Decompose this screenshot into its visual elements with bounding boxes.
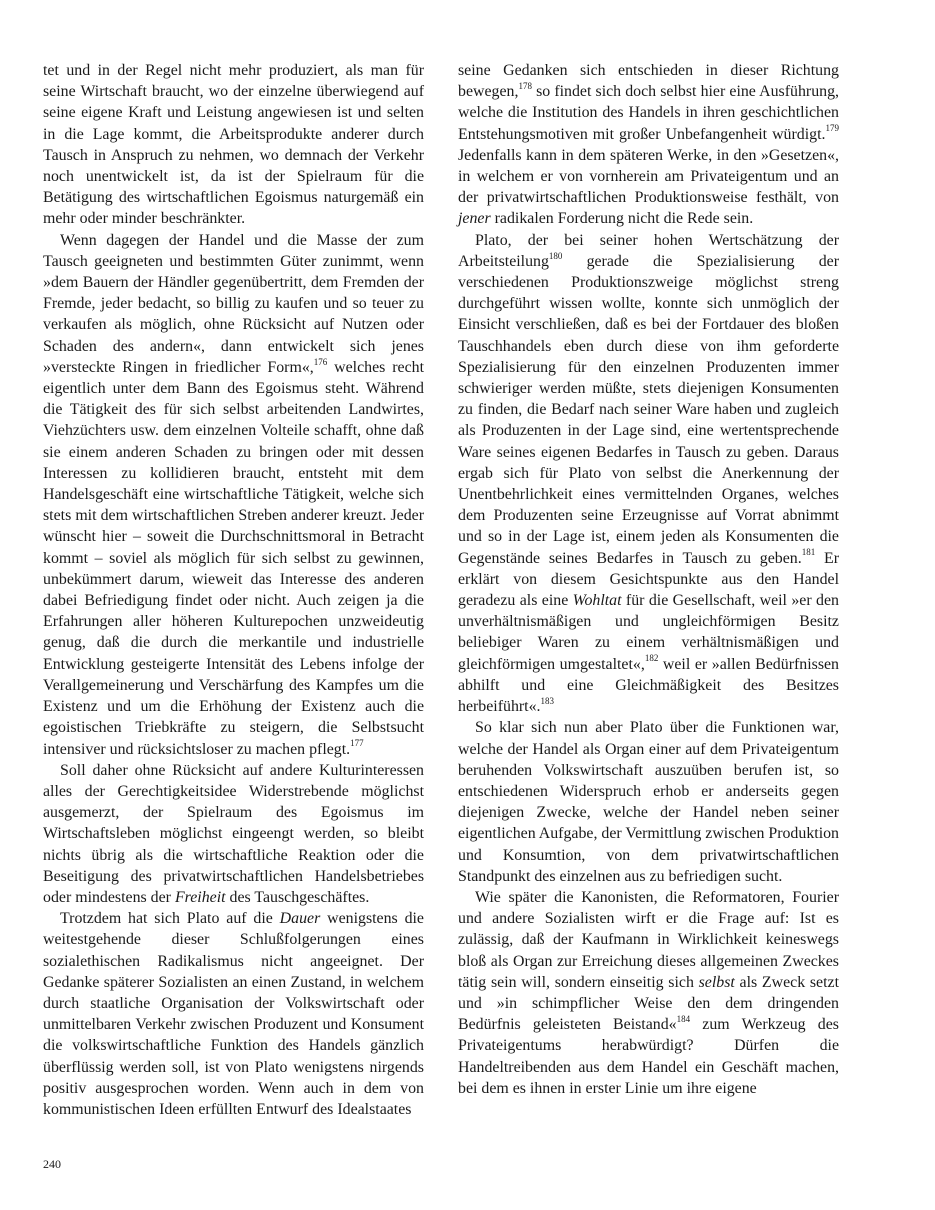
left-column: [43, 60, 424, 1120]
text-run: Wenn dagegen der Handel und die Masse der zum Tausch geeigneten und bestimmten Güter zunimmt, wenn »dem Bauern der Händler gegenübertritt, dem Fremden der Fremde, jeder bedacht, so billig zu kaufen und so teuer zu verkaufen als möglich, ohne Rücksicht auf Nutzen oder Schaden des andern«, dann entwickelt sich jenes »versteckte Ringen in friedlicher Form«,: [43, 231, 424, 376]
page-number: 240: [43, 1157, 61, 1171]
text-run: Er erklärt von diesem Gesichtspunkte aus den Handel geradezu als eine: [458, 549, 839, 610]
text-run: wenigstens die weitestgehende dieser Schlußfolgerungen eines sozialethischen Radikalismus nicht angeeignet. Der Gedanke späterer Sozialisten an einen Zustand, in welchem durch staatliche Organisation der Volkswirtschaft oder unmittelbaren Verkehr zwischen Produzent und Konsument die volkswirtschaftliche Funktion des Handels gänzlich überflüssig werden soll, ist von Plato wenigstens nirgends positiv ausgesprochen worden. Wenn auch in dem von kommunistischen Ideen erfüllten Entwurf des Idealstaates: [43, 910, 424, 1118]
footnote-marker: 180: [548, 250, 563, 261]
text-run: so findet sich doch selbst hier eine Ausführung, welche die Institution des Handels in ihren geschichtlichen Entstehungsmotiven mit großer Unbefangenheit würdigt.: [458, 83, 839, 143]
footnote-marker: 183: [540, 695, 555, 706]
text-run: Wie später die Kanonisten, die Reformatoren, Fourier und andere Sozialisten wirft er die Frage auf: Ist es zulässig, daß der Kaufmann in Wirklichkeit keineswegs bloß als Organ zur Erreichung dieses allgemeinen Zweckes tätig sein will, sondern einseitig sich: [458, 888, 839, 991]
emphasized-text: Dauer: [279, 910, 321, 928]
text-run: tet und in der Regel nicht mehr produziert, als man für seine Wirtschaft braucht, wo der einzelne überwiegend auf seine eigene Kraft und Leistung angewiesen ist und selten in die Lage kommt, die Arbeitsprodukte anderer durch Tausch in Anspruch zu nehmen, wo demnach der Verkehr noch unentwickelt ist, da ist der Spielraum für die Betätigung des wirtschaftlichen Egoismus naturgemäß ein mehr oder minder beschränkter.: [43, 62, 424, 228]
footnote-marker: 184: [676, 1013, 691, 1024]
text-run: Plato, der bei seiner hohen Wertschätzung der Arbeitsteilung: [458, 231, 839, 270]
text-run: für die Gesellschaft, weil »er den unverhältnismäßigen und ungleichförmigen Besitz beliebiger Waren zu einem verhältnismäßigen und gleichförmigen umgestaltet«,: [458, 592, 839, 673]
right-column: [458, 60, 839, 1099]
paragraph: [458, 717, 839, 887]
paragraph: [43, 760, 424, 908]
footnote-marker: 177: [350, 738, 364, 749]
footnote-marker: 179: [825, 123, 839, 134]
text-run: des Tauschgeschäftes.: [225, 888, 370, 906]
emphasized-text: jener: [458, 210, 491, 228]
text-run: seine Gedanken sich entschieden in dieser Richtung bewegen,: [458, 62, 839, 101]
text-run: welches recht eigentlich unter dem Bann des Egoismus steht. Während die Tätigkeit des für sich selbst arbeitenden Landwirtes, Viehzüchters usw. dem einzelnen Volteile schafft, ohne daß sie einem anderen Schaden zu bringen oder mit dessen Interessen zu kollidieren braucht, entsteht mit dem Handelsgeschäft eine wirtschaftliche Tätigkeit, welche sich stets mit dem wirtschaftlichen Streben anderer kreuzt. Jeder wünscht hier – soweit die Durchschnittsmoral in Betracht kommt – soviel als möglich für sich selbst zu gewinnen, unbekümmert darum, wieweit das Interesse des anderen dabei Befriedigung findet oder nicht. Auch zeigen ja die Erfahrungen aller höheren Kulturepochen unzweideutig genug, daß die durch die merkantile und industrielle Entwicklung gesteigerte Intensität des Lebens infolge der Verallgemeinerung und Verschärfung des Kampfes um die Existenz und um die Erhöhung der Existenz auch die egoistischen Triebkräfte zu steigern, die Selbstsucht intensiver und rücksichtsloser zu machen pflegt.: [43, 358, 424, 758]
footnote-marker: 178: [518, 80, 532, 91]
paragraph: [43, 60, 424, 230]
emphasized-text: Freiheit: [174, 888, 226, 906]
emphasized-text: selbst: [698, 973, 735, 991]
text-run: radikalen Forderung nicht die Rede sein.: [490, 210, 754, 228]
paragraph: [43, 230, 424, 760]
paragraph: [458, 230, 839, 718]
paragraph: [43, 908, 424, 1120]
paragraph: [458, 60, 839, 230]
text-run: gerade die Spezialisierung der verschiedenen Produktionszweige möglichst streng durchgeführt wissen wollte, konnte sich unmöglich der Einsicht verschließen, daß es bei der Fortdauer des bloßen Tauschhandels eben durch diese von ihm geforderte Spezialisierung für den einzelnen Produzenten immer schwieriger werden müßte, stets diejenigen Konsumenten zu finden, die Bedarf nach seiner Ware haben und zugleich als Produzenten in der Lage sind, eine wertentsprechende Ware seines eigenen Bedarfes in Tausch zu geben. Daraus ergab sich für Plato von selbst die Anerkennung der Unentbehrlichkeit eines vermittelnden Organes, welches dem Produzenten seine Erzeugnisse auf Vorrat abnimmt und so in der Lage ist, einem jeden als Konsumenten die Gegenstände seines Bedarfes in Tausch zu geben.: [458, 252, 839, 567]
emphasized-text: Wohltat: [572, 592, 622, 610]
text-run: Trotzdem hat sich Plato auf die: [60, 910, 280, 928]
text-run: Soll daher ohne Rücksicht auf andere Kulturinteressen alles der Gerechtigkeitsidee Widerstrebende möglichst ausgemerzt, der Spielraum des Egoismus im Wirtschaftsleben möglichst eingeengt werden, so bleibt nichts übrig als die wirtschaftliche Reaktion oder die Beseitigung des privatwirtschaftlichen Handelsbetriebes oder mindestens der: [43, 761, 424, 906]
text-run: So klar sich nun aber Plato über die Funktionen war, welche der Handel als Organ einer auf dem Privateigentum beruhenden Volkswirtschaft auszuüben berufen ist, so entschiedenen Widerspruch erhob er anderseits gegen diejenigen Zwecke, welche der Handel neben seiner eigentlichen Aufgabe, der Vermittlung zwischen Produktion und Konsumtion, von dem privatwirtschaftlichen Standpunkt des einzelnen aus zu befriedigen sucht.: [458, 719, 839, 885]
text-run: weil er »allen Bedürfnissen abhilft und eine Gleichmäßigkeit des Besitzes herbeiführt«.: [458, 655, 840, 716]
footnote-marker: 176: [313, 356, 328, 367]
footnote-marker: 182: [644, 653, 659, 664]
footnote-marker: 181: [801, 547, 816, 558]
text-run: Jedenfalls kann in dem späteren Werke, in den »Gesetzen«, in welchem er von vornherein am Privateigentum und an der privatwirtschaftlichen Produktionsweise festhält, von: [458, 146, 839, 207]
text-run: als Zweck setzt und »in schimpflicher Weise den dem dringenden Bedürfnis geleisteten Beistand«: [458, 973, 839, 1034]
text-run: zum Werkzeug des Privateigentums herabwürdigt? Dürfen die Handeltreibenden aus dem Handel ein Geschäft machen, bei dem es ihnen in erster Linie um ihre eigene: [458, 1016, 839, 1097]
paragraph: [458, 887, 839, 1099]
